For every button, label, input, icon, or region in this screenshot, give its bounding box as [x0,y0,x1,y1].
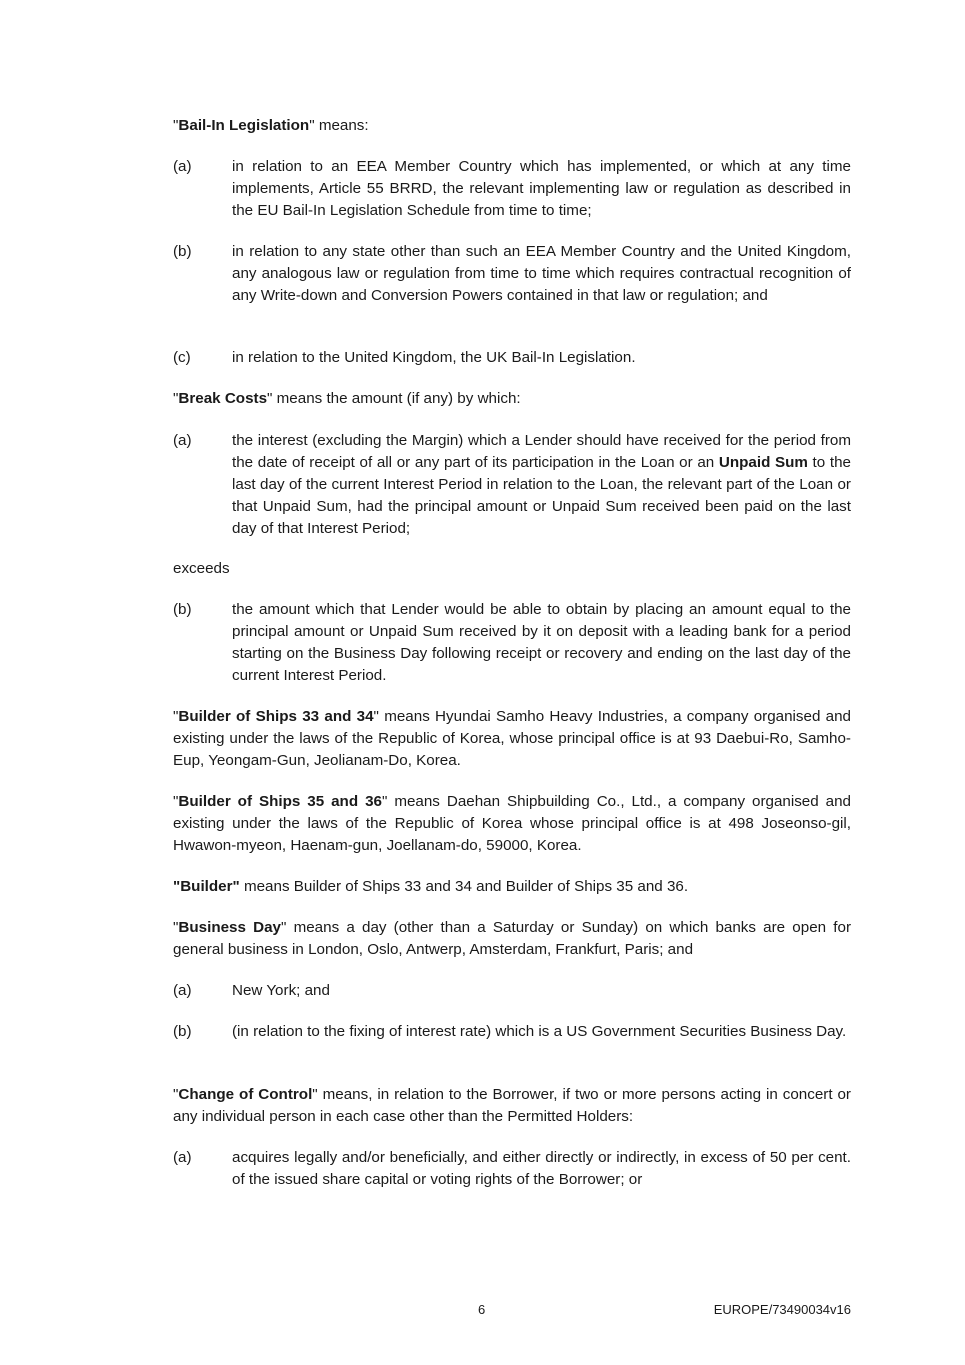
list-text: the interest (excluding the Margin) which a Lender should have received for the period from the date of receipt of all or any part of its participation in the Loan or an Unpaid Sum to the last day of the current Interest Period in relation to the Loan, the relevant part of the Loan or that Unpaid Sum, had the principal amount or Unpaid Sum received been paid on the last day of that Interest Period; [232,432,851,537]
defined-term: Bail-In Legislation [178,117,310,134]
list-text: New York; and [232,982,330,999]
defined-term: Change of Control [178,1086,313,1103]
definition-change-of-control: "Change of Control" means, in relation to the Borrower, if two or more persons acting in concert or any individual person in each case other than the Permitted Holders: [173,1086,851,1125]
definition-builder: "Builder" means Builder of Ships 33 and 34 and Builder of Ships 35 and 36. [173,878,689,895]
definition-bail-in-legislation: "Bail-In Legislation" means: [173,117,369,134]
list-item [173,347,851,369]
list-label: (b) [173,243,192,260]
list-label: (a) [173,982,192,999]
list-label: (a) [173,1149,192,1166]
definition-builder-35-36: "Builder of Ships 35 and 36" means Daehan Shipbuilding Co., Ltd., a company organised and existing under the laws of the Republic of Korea whose principal office is at 498 Joseonso-gil, Hwawon-myeon, Haenam-gun, Joellanam-do, 59000, Korea. [173,793,851,854]
definition-break-costs: "Break Costs" means the amount (if any) by which: [173,390,521,407]
list-text: (in relation to the fixing of interest rate) which is a US Government Securities Business Day. [232,1023,847,1040]
list-item [173,1147,851,1191]
list-item [173,430,851,540]
defined-term: Break Costs [178,390,268,407]
list-label: (a) [173,432,192,449]
list-label: (b) [173,601,192,618]
list-label: (a) [173,158,192,175]
document-reference: EUROPE/73490034v16 [713,1302,851,1317]
list-item [173,1021,851,1043]
list-text: the amount which that Lender would be able to obtain by placing an amount equal to the principal amount or Unpaid Sum received by it on deposit with a leading bank for a period starting on the Business Day following receipt or recovery and ending on the last day of the current Interest Period. [232,601,851,684]
list-item [173,156,851,222]
list-text: in relation to any state other than such an EEA Member Country and the United Kingdom, any analogous law or regulation from time to time which requires contractual recognition of any Write-down and Conversion Powers contained in that law or regulation; and [232,243,851,304]
defined-term: Business Day [178,919,281,936]
list-text: in relation to the United Kingdom, the UK Bail-In Legislation. [232,349,636,366]
list-item [173,241,851,307]
defined-term: Builder of Ships 35 and 36 [178,793,382,810]
defined-term: Unpaid Sum [718,454,808,471]
list-text: in relation to an EEA Member Country which has implemented, or which at any time implements, Article 55 BRRD, the relevant implementing law or regulation as described in the EU Bail-In Legislation Schedule from time to time; [232,158,851,219]
list-item [173,599,851,687]
definition-business-day: "Business Day" means a day (other than a Saturday or Sunday) on which banks are open for general business in London, Oslo, Antwerp, Amsterdam, Frankfurt, Paris; and [173,919,852,958]
connector-text: exceeds [173,560,230,577]
page-number: 6 [478,1302,486,1317]
list-text: acquires legally and/or beneficially, and either directly or indirectly, in excess of 50 per cent. of the issued share capital or voting rights of the Borrower; or [232,1149,851,1188]
defined-term: "Builder" [173,878,240,895]
defined-term: Builder of Ships 33 and 34 [178,708,374,725]
list-item [173,980,851,1002]
list-label: (c) [173,349,191,366]
list-label: (b) [173,1023,192,1040]
definition-builder-33-34: "Builder of Ships 33 and 34" means Hyundai Samho Heavy Industries, a company organised and existing under the laws of the Republic of Korea, whose principal office is at 93 Daebui-Ro, Samho-Eup, Yeongam-Gun, Jeolianam-Do, Korea. [173,708,852,769]
